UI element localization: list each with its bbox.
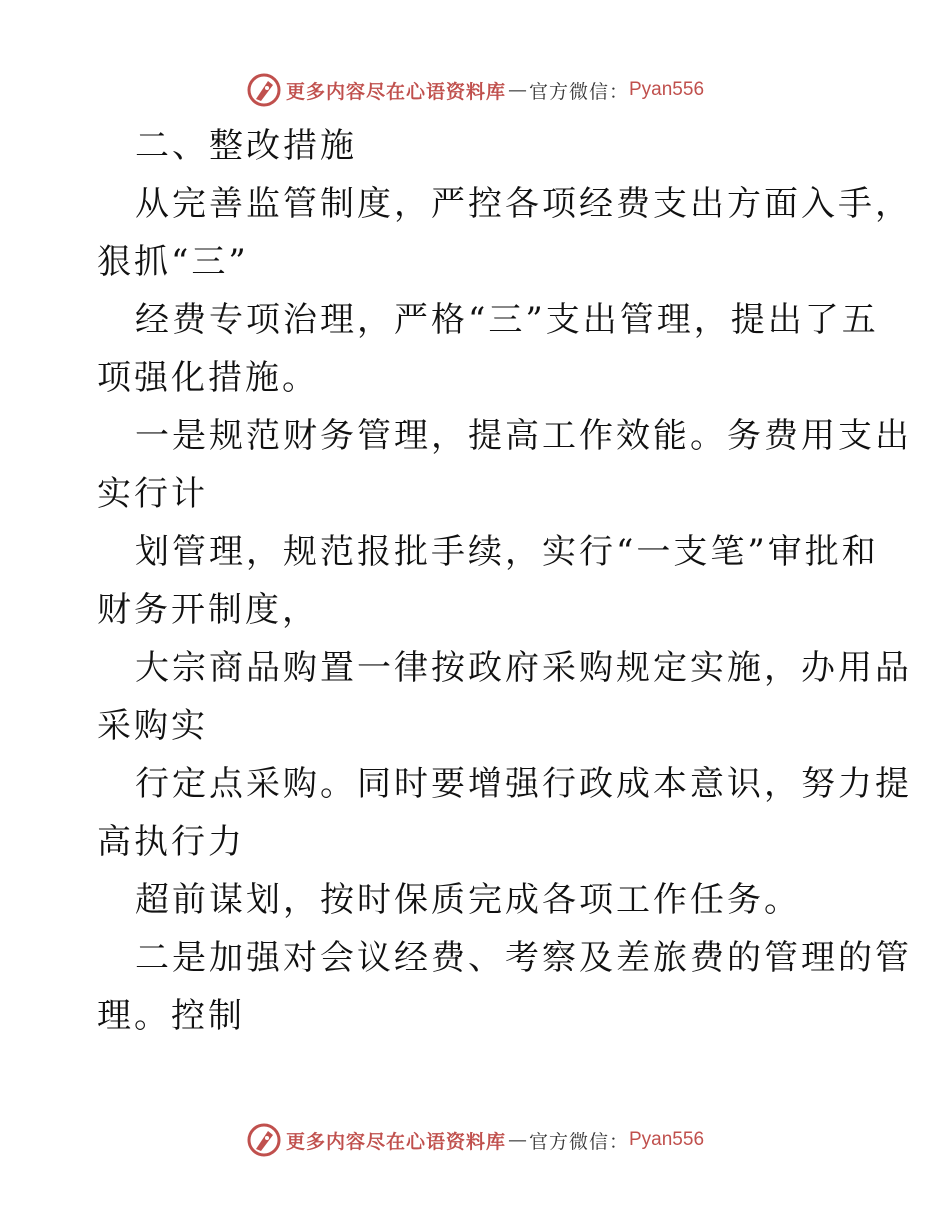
section-heading: 二、整改措施 — [135, 126, 357, 166]
watermark-wechat-label: 官方微信： — [528, 80, 629, 103]
paragraph-line: 实行计 — [97, 474, 208, 514]
paragraph-line: 二是加强对会议经费、考察及差旅费的管理的管 — [135, 938, 912, 978]
pen-nib-logo-icon — [246, 1122, 282, 1158]
watermark-wechat-id: Pyan556 — [629, 1129, 705, 1150]
watermark-site-text: 更多内容尽在心语资料库 — [285, 1130, 506, 1153]
paragraph-line: 大宗商品购置一律按政府采购规定实施，办用品 — [135, 648, 912, 688]
paragraph-line: 行定点采购。同时要增强行政成本意识，努力提 — [135, 764, 912, 804]
paragraph-line: 一是规范财务管理，提高工作效能。务费用支出 — [135, 416, 912, 456]
footer-watermark — [0, 1120, 950, 1160]
paragraph-line: 经费专项治理，严格“三”支出管理，提出了五 — [135, 300, 879, 340]
paragraph-line: 理。控制 — [97, 996, 245, 1036]
watermark-wechat-id: Pyan556 — [629, 79, 705, 100]
paragraph-line: 采购实 — [97, 706, 208, 746]
watermark-separator: — — [507, 1129, 527, 1151]
pen-nib-logo-icon — [246, 72, 282, 108]
paragraph-line: 超前谋划，按时保质完成各项工作任务。 — [135, 880, 801, 920]
paragraph-line: 高执行力 — [97, 822, 245, 862]
watermark-site-text: 更多内容尽在心语资料库 — [285, 80, 506, 103]
watermark-separator: — — [507, 79, 527, 101]
document-body — [97, 117, 912, 1045]
paragraph-line: 从完善监管制度，严控各项经费支出方面入手， — [135, 184, 912, 224]
paragraph-line: 狠抓“三” — [97, 242, 249, 282]
paragraph-line: 财务开制度， — [97, 590, 319, 630]
watermark-wechat-label: 官方微信： — [528, 1130, 629, 1153]
header-watermark — [0, 70, 950, 110]
paragraph-line: 划管理，规范报批手续，实行“一支笔”审批和 — [135, 532, 879, 572]
paragraph-line: 项强化措施。 — [97, 358, 319, 398]
